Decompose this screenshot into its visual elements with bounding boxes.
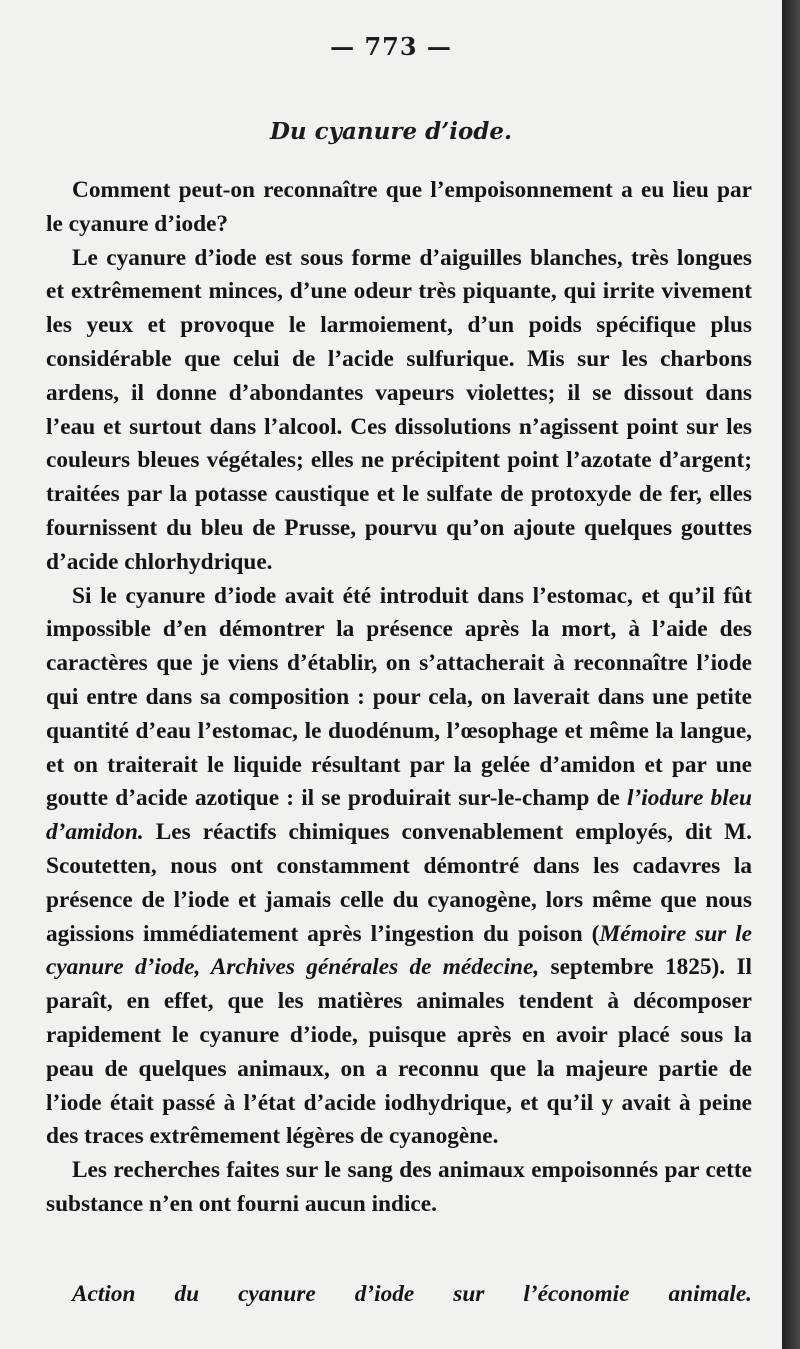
paragraph-2: Le cyanure d’iode est sous forme d’aiguilles blanches, très longues et extrêmement minces, d’une odeur très piquante, qui irrite vivement les yeux et provoque le larmoiement, d’un poids spécifique plus considérable que celui de l’acide sulfurique. Mis sur les charbons ardens, il donne d’abondantes vapeurs violettes; il se dissout dans l’eau et surtout dans l’alcool. Ces dissolutions n’agissent point sur les couleurs bleues végétales; elles ne précipitent point l’azotate d’argent; traitées par la potasse caustique et le sulfate de protoxyde de fer, elles fournissent du bleu de Prusse, pourvu qu’on ajoute quelques gouttes d’acide chlorhydrique. [46, 244, 752, 575]
paragraph-3 [46, 580, 752, 1155]
page-number: — 773 — [330, 32, 452, 61]
next-section-heading: Action du cyanure d’iode sur l’économie animale. [72, 1281, 752, 1307]
paragraph-1: Comment peut-on reconnaître que l’empoisonnement a eu lieu par le cyanure d’iode? [46, 177, 752, 237]
page-edge-shadow [782, 0, 800, 1349]
section-heading: Du cyanure d’iode. [269, 118, 513, 145]
paragraph-3-emphasis-1: l’iodure bleu d’amidon. [46, 785, 752, 846]
paragraph-4: Les recherches faites sur le sang des animaux empoisonnés par cette substance n’en ont fourni aucun indice. [46, 1157, 752, 1217]
paragraph-3-part-3: septembre 1825). Il paraît, en effet, que les matières animales tendent à décomposer rapidement le cyanure d’iode, puisque après en avoir placé sous la peau de quelques animaux, on a reconnu que la majeure partie de l’iode était passé à l’état d’acide iodhydrique, et qu’il y avait à peine des traces extrêmement légères de cyanogène. [46, 954, 752, 1150]
paragraph-3-part-2: Les réactifs chimiques convenablement employés, dit M. Scoutetten, nous ont constamment démontré dans les cadavres la présence de l’iode et jamais celle du cyanogène, lors même que nous agissions immédiatement après l’ingestion du poison ( [46, 819, 752, 947]
body-text [46, 174, 752, 1222]
paragraph-3-citation: Mémoire sur le cyanure d’iode, Archives générales de médecine, [46, 920, 752, 981]
paragraph-3-part-1: Si le cyanure d’iode avait été introduit dans l’estomac, et qu’il fût impossible d’en démontrer la présence après la mort, à l’aide des caractères que je viens d’établir, on s’attacherait à reconnaître l’iode qui entre dans sa composition : pour cela, on laverait dans une petite quantité d’eau l’estomac, le duodénum, l’œsophage et même la langue, et on traiterait le liquide résultant par la gelée d’amidon et par une goutte d’acide azotique : il se produirait sur-le-champ de [46, 582, 752, 812]
